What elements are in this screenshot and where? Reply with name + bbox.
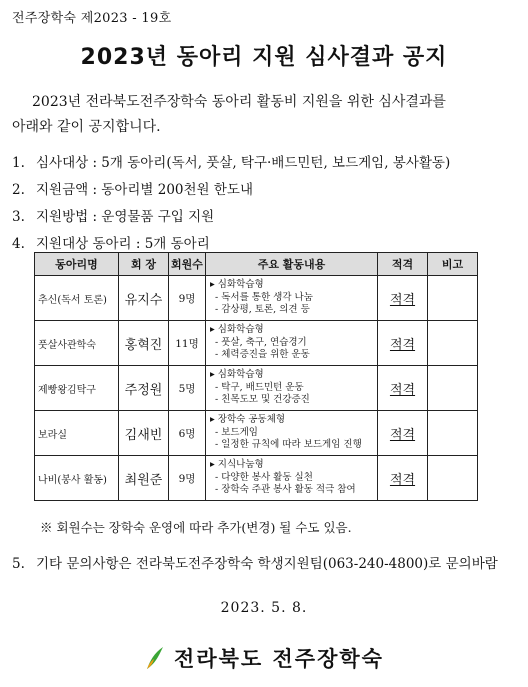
activity-detail: - 친목도모 및 건강증진 <box>215 394 310 406</box>
activity-detail: - 다양한 봉사 활동 실천 <box>215 471 313 483</box>
item-number: 5. <box>12 556 25 572</box>
club-results-table <box>34 252 478 501</box>
result-text: 적격 <box>389 382 416 398</box>
member-count: 5명 <box>169 366 206 411</box>
remarks-cell <box>428 276 478 321</box>
remarks-cell <box>428 366 478 411</box>
activity-detail: - 일정한 규칙에 따라 보드게임 진행 <box>215 439 362 451</box>
item-number: 2. <box>12 182 25 198</box>
table-row <box>35 411 478 456</box>
remarks-cell <box>428 456 478 501</box>
club-leader: 최원준 <box>119 456 169 501</box>
member-count: 9명 <box>169 456 206 501</box>
list-item <box>12 552 498 572</box>
footer-signature <box>0 643 528 676</box>
intro-line-2: 아래와 같이 공지합니다. <box>12 119 161 135</box>
header-member-count: 회원수 <box>169 253 206 276</box>
activity-type: ▸ 심화학습형 <box>210 279 264 291</box>
list-item <box>12 177 522 204</box>
remarks-cell <box>428 321 478 366</box>
member-count: 11명 <box>169 321 206 366</box>
table-row <box>35 366 478 411</box>
activity-cell <box>206 321 378 366</box>
issue-date: 2023. 5. 8. <box>220 600 308 616</box>
club-leader: 홍혁진 <box>119 321 169 366</box>
activity-cell <box>206 456 378 501</box>
header-club-name: 동아리명 <box>35 253 119 276</box>
item-list <box>12 150 522 258</box>
header-result: 적격 <box>378 253 428 276</box>
result-cell <box>378 276 428 321</box>
result-text: 적격 <box>389 472 416 488</box>
table-row <box>35 321 478 366</box>
activity-detail: - 보드게임 <box>215 426 258 438</box>
club-leader: 유지수 <box>119 276 169 321</box>
leaf-logo-icon <box>144 645 166 676</box>
footnote: ※ 회원수는 장학숙 운영에 따라 추가(변경) 될 수도 있음. <box>40 520 352 535</box>
document-number: 전주장학숙 제2023 - 19호 <box>12 11 172 26</box>
club-name: 제빵왕김탁구 <box>35 366 119 411</box>
intro-paragraph <box>12 90 518 140</box>
item-text: 지원대상 동아리 : 5개 동아리 <box>36 236 210 252</box>
activity-detail: - 풋살, 축구, 연습경기 <box>215 336 307 348</box>
club-name: 추신(독서 토론) <box>35 276 119 321</box>
activity-detail: - 탁구, 배드민턴 운동 <box>215 381 304 393</box>
result-text: 적격 <box>389 292 416 308</box>
item-number: 4. <box>12 236 25 252</box>
header-leader: 회 장 <box>119 253 169 276</box>
item-text: 지원방법 : 운영물품 구입 지원 <box>36 209 215 225</box>
member-count: 9명 <box>169 276 206 321</box>
table-row <box>35 456 478 501</box>
result-cell <box>378 411 428 456</box>
activity-type: ▸ 장학숙 공동체형 <box>210 414 286 426</box>
activity-cell <box>206 276 378 321</box>
result-cell <box>378 321 428 366</box>
list-item <box>12 150 522 177</box>
club-name: 풋살사관학숙 <box>35 321 119 366</box>
activity-type: ▸ 지식나눔형 <box>210 459 264 471</box>
page-title: 2023년 동아리 지원 심사결과 공지 <box>80 45 448 70</box>
result-cell <box>378 366 428 411</box>
organization-name: 전라북도 전주장학숙 <box>174 647 384 671</box>
item-number: 3. <box>12 209 25 225</box>
item-text: 지원금액 : 동아리별 200천원 한도내 <box>36 182 254 198</box>
club-leader: 주정원 <box>119 366 169 411</box>
list-item <box>12 204 522 231</box>
activity-type: ▸ 심화학습형 <box>210 369 264 381</box>
club-name: 나비(봉사 활동) <box>35 456 119 501</box>
table-header-row <box>35 253 478 276</box>
activity-detail: - 감상평, 토론, 의견 등 <box>215 304 310 316</box>
header-remarks: 비고 <box>428 253 478 276</box>
activity-detail: - 장학숙 주관 봉사 활동 적극 참여 <box>215 484 356 496</box>
activity-type: ▸ 심화학습형 <box>210 324 264 336</box>
table-row <box>35 276 478 321</box>
activity-detail: - 독서를 통한 생각 나눔 <box>215 291 313 303</box>
result-cell <box>378 456 428 501</box>
result-text: 적격 <box>389 427 416 443</box>
activity-detail: - 체력증진을 위한 운동 <box>215 349 310 361</box>
activity-cell <box>206 366 378 411</box>
intro-line-1: 2023년 전라북도전주장학숙 동아리 활동비 지원을 위한 심사결과를 <box>32 94 446 110</box>
club-name: 보라실 <box>35 411 119 456</box>
item-text: 기타 문의사항은 전라북도전주장학숙 학생지원팀(063-240-4800)로 문의바람 <box>36 556 498 572</box>
header-activities: 주요 활동내용 <box>206 253 378 276</box>
member-count: 6명 <box>169 411 206 456</box>
remarks-cell <box>428 411 478 456</box>
result-text: 적격 <box>389 337 416 353</box>
item-number: 1. <box>12 155 25 171</box>
club-leader: 김새빈 <box>119 411 169 456</box>
item-text: 심사대상 : 5개 동아리(독서, 풋살, 탁구·배드민턴, 보드게임, 봉사활동) <box>36 155 451 171</box>
activity-cell <box>206 411 378 456</box>
